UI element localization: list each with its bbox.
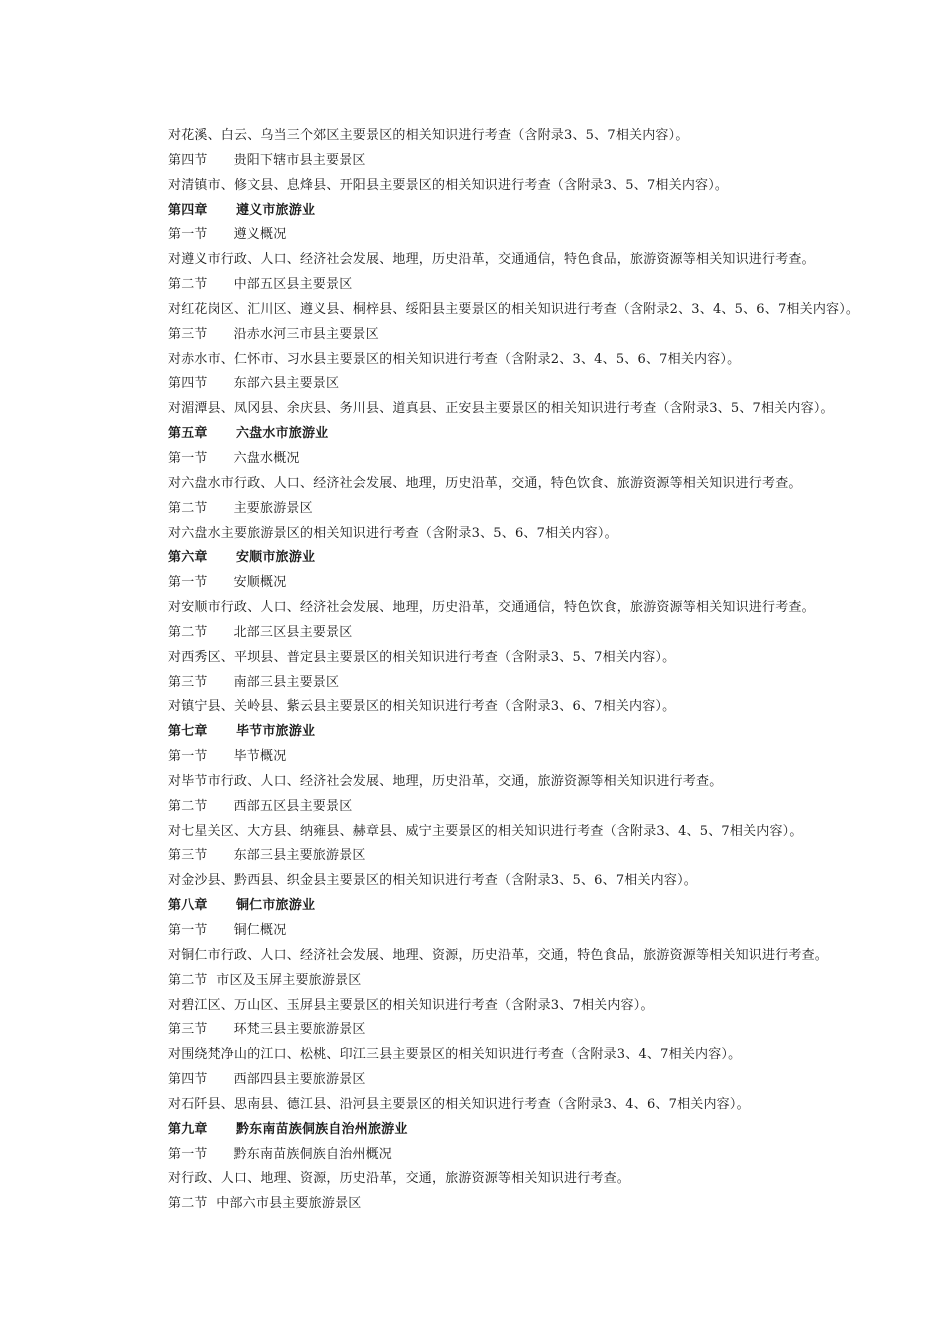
- section-heading: 第一节 安顺概况: [168, 575, 287, 591]
- section-heading: 第三节 南部三县主要景区: [168, 674, 340, 690]
- section-heading: 第二节 主要旅游景区: [168, 500, 313, 516]
- section-heading: 第一节 黔东南苗族侗族自治州概况: [168, 1146, 392, 1162]
- paragraph-text: 对赤水市、仁怀市、习水县主要景区的相关知识进行考查（含附录2、3、4、5、6、7相关内容）。: [168, 351, 741, 367]
- paragraph-text: 对红花岗区、汇川区、遵义县、桐梓县、绥阳县主要景区的相关知识进行考查（含附录2、3、4、5、6、7相关内容）。: [168, 301, 860, 317]
- section-heading: 第一节 六盘水概况: [168, 450, 300, 466]
- paragraph-text: 对清镇市、修文县、息烽县、开阳县主要景区的相关知识进行考查（含附录3、5、7相关内容）。: [168, 177, 729, 193]
- paragraph-text: 对安顺市行政、人口、经济社会发展、地理，历史沿革，交通通信，特色饮食，旅游资源等相关知识进行考查。: [168, 600, 815, 616]
- paragraph-text: 对石阡县、思南县、德江县、沿河县主要景区的相关知识进行考查（含附录3、4、6、7相关内容）。: [168, 1096, 750, 1112]
- paragraph-text: 对西秀区、平坝县、普定县主要景区的相关知识进行考查（含附录3、5、7相关内容）。: [168, 649, 676, 665]
- chapter-heading: 第九章 黔东南苗族侗族自治州旅游业: [168, 1121, 408, 1137]
- paragraph-text: 对遵义市行政、人口、经济社会发展、地理，历史沿革，交通通信，特色食品，旅游资源等相关知识进行考查。: [168, 252, 815, 268]
- section-heading: 第二节 中部六市县主要旅游景区: [168, 1196, 362, 1212]
- paragraph-text: 对六盘水主要旅游景区的相关知识进行考查（含附录3、5、6、7相关内容）。: [168, 525, 618, 541]
- chapter-heading: 第六章 安顺市旅游业: [168, 550, 316, 566]
- section-heading: 第一节 遵义概况: [168, 227, 287, 243]
- document-page: [168, 124, 908, 1217]
- section-heading: 第二节 北部三区县主要景区: [168, 624, 353, 640]
- chapter-heading: 第七章 毕节市旅游业: [168, 724, 316, 740]
- paragraph-text: 对围绕梵净山的江口、松桃、印江三县主要景区的相关知识进行考查（含附录3、4、7相关内容）。: [168, 1047, 742, 1063]
- chapter-heading: 第四章 遵义市旅游业: [168, 202, 316, 218]
- section-heading: 第四节 贵阳下辖市县主要景区: [168, 152, 366, 168]
- paragraph-text: 对镇宁县、关岭县、紫云县主要景区的相关知识进行考查（含附录3、6、7相关内容）。: [168, 699, 676, 715]
- paragraph-text: 对花溪、白云、乌当三个郊区主要景区的相关知识进行考查（含附录3、5、7相关内容）。: [168, 128, 689, 143]
- section-heading: 第四节 东部六县主要景区: [168, 376, 340, 392]
- section-heading: 第二节 中部五区县主要景区: [168, 277, 353, 293]
- section-heading: 第一节 铜仁概况: [168, 923, 287, 938]
- section-heading: 第四节 西部四县主要旅游景区: [168, 1072, 366, 1088]
- paragraph-text: 对七星关区、大方县、纳雍县、赫章县、威宁主要景区的相关知识进行考查（含附录3、4、5、7相关内容）。: [168, 823, 803, 839]
- section-heading: 第二节 市区及玉屏主要旅游景区: [168, 972, 362, 988]
- paragraph-text: 对铜仁市行政、人口、经济社会发展、地理、资源，历史沿革，交通，特色食品，旅游资源等相关知识进行考查。: [168, 947, 829, 963]
- chapter-heading: 第八章 铜仁市旅游业: [168, 898, 316, 914]
- chapter-heading: 第五章 六盘水市旅游业: [168, 426, 329, 442]
- paragraph-text: 对湄潭县、凤冈县、余庆县、务川县、道真县、正安县主要景区的相关知识进行考查（含附录3、5、7相关内容）。: [168, 401, 834, 417]
- paragraph-text: 对金沙县、黔西县、织金县主要景区的相关知识进行考查（含附录3、5、6、7相关内容）。: [168, 873, 697, 889]
- section-heading: 第一节 毕节概况: [168, 749, 287, 765]
- paragraph-text: 对毕节市行政、人口、经济社会发展、地理，历史沿革，交通，旅游资源等相关知识进行考查。: [168, 773, 723, 789]
- section-heading: 第三节 沿赤水河三市县主要景区: [168, 326, 379, 342]
- paragraph-text: 对六盘水市行政、人口、经济社会发展、地理，历史沿革，交通，特色饮食、旅游资源等相关知识进行考查。: [168, 475, 802, 491]
- section-heading: 第三节 环梵三县主要旅游景区: [168, 1022, 366, 1038]
- section-heading: 第二节 西部五区县主要景区: [168, 798, 353, 814]
- paragraph-text: 对碧江区、万山区、玉屏县主要景区的相关知识进行考查（含附录3、7相关内容）。: [168, 997, 654, 1013]
- paragraph-text: 对行政、人口、地理、资源，历史沿革，交通，旅游资源等相关知识进行考查。: [168, 1171, 631, 1187]
- section-heading: 第三节 东部三县主要旅游景区: [168, 848, 366, 864]
